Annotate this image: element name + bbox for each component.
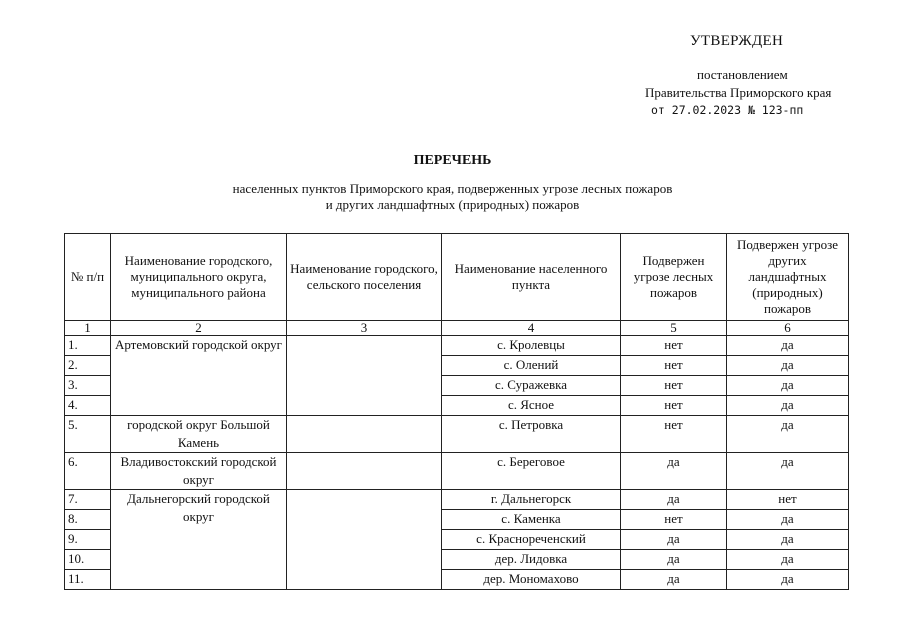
- approval-line-date-number: от 27.02.2023 № 123-пп: [651, 103, 804, 117]
- approval-line-government: Правительства Приморского края: [645, 85, 832, 100]
- forest-fire-cell: нет: [621, 416, 727, 453]
- row-number: 5.: [65, 416, 111, 453]
- row-number: 3.: [65, 376, 111, 396]
- header-number: № п/п: [65, 234, 111, 321]
- forest-fire-cell: нет: [621, 376, 727, 396]
- landscape-fire-cell: да: [727, 453, 849, 490]
- column-number: 4: [442, 321, 621, 336]
- forest-fire-cell: да: [621, 570, 727, 590]
- column-number: 5: [621, 321, 727, 336]
- landscape-fire-cell: да: [727, 416, 849, 453]
- landscape-fire-cell: нет: [727, 490, 849, 510]
- row-number: 11.: [65, 570, 111, 590]
- locality-cell: дер. Лидовка: [442, 550, 621, 570]
- locality-cell: с. Ясное: [442, 396, 621, 416]
- document-subtitle-line-2: и других ландшафтных (природных) пожаров: [325, 197, 580, 212]
- table-row: [65, 453, 849, 490]
- approval-line-decree: постановлением: [697, 67, 788, 82]
- row-number: 9.: [65, 530, 111, 550]
- locality-cell: с. Кролевцы: [442, 336, 621, 356]
- landscape-fire-cell: да: [727, 356, 849, 376]
- locality-cell: г. Дальнегорск: [442, 490, 621, 510]
- document-subtitle-line-1: населенных пунктов Приморского края, подверженных угрозе лесных пожаров: [232, 181, 673, 196]
- document-title: ПЕРЕЧЕНЬ: [413, 153, 492, 168]
- forest-fire-cell: да: [621, 490, 727, 510]
- header-landscape-fire-threat: Подвержен угрозе других ландшафтных (природных) пожаров: [727, 234, 849, 321]
- forest-fire-cell: да: [621, 530, 727, 550]
- header-district: Наименование городского, муниципального округа, муниципального района: [111, 234, 287, 321]
- forest-fire-cell: нет: [621, 356, 727, 376]
- table-row: [65, 336, 849, 356]
- landscape-fire-cell: да: [727, 396, 849, 416]
- row-number: 10.: [65, 550, 111, 570]
- landscape-fire-cell: да: [727, 550, 849, 570]
- row-number: 1.: [65, 336, 111, 356]
- forest-fire-cell: нет: [621, 336, 727, 356]
- district-cell: Артемовский городской округ: [111, 336, 287, 416]
- row-number: 2.: [65, 356, 111, 376]
- locality-cell: с. Каменка: [442, 510, 621, 530]
- locality-cell: с. Олений: [442, 356, 621, 376]
- locality-cell: с. Петровка: [442, 416, 621, 453]
- table-row: [65, 490, 849, 510]
- column-number: 1: [65, 321, 111, 336]
- row-number: 4.: [65, 396, 111, 416]
- table-row: [65, 416, 849, 453]
- document-subtitle: [0, 181, 905, 213]
- header-locality: Наименование населенного пункта: [442, 234, 621, 321]
- district-cell: Дальнегорский городской округ: [111, 490, 287, 590]
- locality-cell: с. Краснореченский: [442, 530, 621, 550]
- landscape-fire-cell: да: [727, 530, 849, 550]
- header-settlement: Наименование городского, сельского поселения: [287, 234, 442, 321]
- approval-title: УТВЕРЖДЕН: [690, 33, 784, 49]
- settlement-cell: [287, 490, 442, 590]
- forest-fire-cell: да: [621, 453, 727, 490]
- settlement-cell: [287, 453, 442, 490]
- row-number: 7.: [65, 490, 111, 510]
- forest-fire-cell: нет: [621, 396, 727, 416]
- settlement-cell: [287, 336, 442, 416]
- locality-cell: с. Береговое: [442, 453, 621, 490]
- forest-fire-cell: нет: [621, 510, 727, 530]
- row-number: 8.: [65, 510, 111, 530]
- district-cell: Владивостокский городской округ: [111, 453, 287, 490]
- settlements-table: [64, 233, 849, 590]
- locality-cell: с. Суражевка: [442, 376, 621, 396]
- row-number: 6.: [65, 453, 111, 490]
- landscape-fire-cell: да: [727, 570, 849, 590]
- column-number: 3: [287, 321, 442, 336]
- column-number-row: [65, 321, 849, 336]
- settlement-cell: [287, 416, 442, 453]
- landscape-fire-cell: да: [727, 336, 849, 356]
- column-number: 2: [111, 321, 287, 336]
- header-forest-fire-threat: Подвержен угрозе лесных пожаров: [621, 234, 727, 321]
- table-header-row: [65, 234, 849, 321]
- district-cell: городской округ Большой Камень: [111, 416, 287, 453]
- landscape-fire-cell: да: [727, 376, 849, 396]
- forest-fire-cell: да: [621, 550, 727, 570]
- locality-cell: дер. Мономахово: [442, 570, 621, 590]
- column-number: 6: [727, 321, 849, 336]
- landscape-fire-cell: да: [727, 510, 849, 530]
